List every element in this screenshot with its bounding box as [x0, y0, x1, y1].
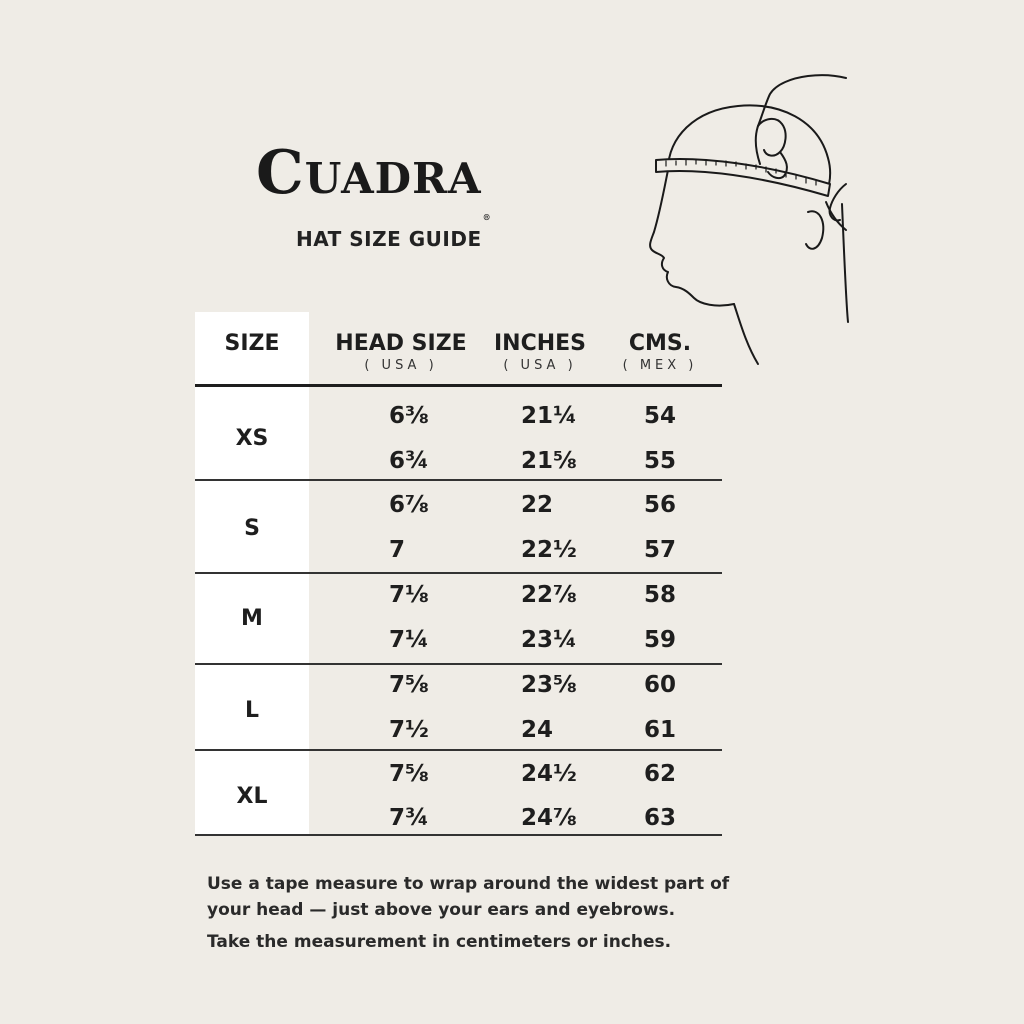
header-cms-unit: ( MEX ) — [622, 358, 698, 373]
brand-name: Cuadra — [256, 138, 482, 208]
head-size-cell: 6⅜ — [389, 403, 429, 429]
head-measuring-illustration — [640, 72, 850, 372]
size-label-m: M — [241, 606, 263, 631]
header-inches-unit: ( USA ) — [503, 358, 577, 373]
header-divider — [195, 384, 722, 387]
inches-cell: 23⅝ — [521, 672, 577, 698]
head-size-cell: 6¾ — [389, 448, 429, 474]
header-head-size-unit: ( USA ) — [364, 358, 438, 373]
cms-cell: 63 — [644, 805, 677, 831]
inches-cell: 23¼ — [521, 627, 577, 653]
head-size-cell: 7¼ — [389, 627, 429, 653]
brand-logo — [256, 138, 526, 222]
head-size-cell: 7 — [389, 537, 406, 563]
row-divider — [195, 663, 722, 665]
header-head-size: HEAD SIZE — [335, 331, 467, 356]
size-label-xl: XL — [236, 784, 268, 809]
cms-cell: 59 — [644, 627, 677, 653]
header-size: SIZE — [224, 331, 280, 356]
page-title: HAT SIZE GUIDE — [296, 227, 482, 251]
cms-cell: 55 — [644, 448, 677, 474]
head-size-cell: 6⅞ — [389, 492, 429, 518]
instruction-text: Use a tape measure to wrap around the widest part of your head — just above your ears and eyebrows. — [207, 874, 730, 920]
registered-mark: ® — [482, 212, 492, 222]
inches-cell: 21¼ — [521, 403, 577, 429]
inches-cell: 22⅞ — [521, 582, 577, 608]
inches-cell: 21⅝ — [521, 448, 577, 474]
size-label-s: S — [244, 516, 260, 541]
inches-cell: 24½ — [521, 761, 577, 787]
table-bottom-rule — [195, 834, 722, 836]
cms-cell: 61 — [644, 717, 677, 743]
row-divider — [195, 749, 722, 751]
header-cms: CMS. — [628, 331, 692, 356]
head-size-cell: 7¾ — [389, 805, 429, 831]
head-size-cell: 7⅛ — [389, 582, 429, 608]
cms-cell: 60 — [644, 672, 677, 698]
cms-cell: 56 — [644, 492, 677, 518]
instruction-text: Take the measurement in centimeters or inches. — [207, 932, 672, 952]
cms-cell: 54 — [644, 403, 677, 429]
size-label-l: L — [244, 698, 260, 723]
head-size-cell: 7⅝ — [389, 672, 429, 698]
head-size-cell: 7⅝ — [389, 761, 429, 787]
row-divider — [195, 479, 722, 481]
head-size-cell: 7½ — [389, 717, 429, 743]
inches-cell: 22 — [521, 492, 554, 518]
header-inches: INCHES — [493, 331, 587, 356]
inches-cell: 24⅞ — [521, 805, 577, 831]
cms-cell: 62 — [644, 761, 677, 787]
inches-cell: 22½ — [521, 537, 577, 563]
cms-cell: 57 — [644, 537, 677, 563]
cms-cell: 58 — [644, 582, 677, 608]
inches-cell: 24 — [521, 717, 554, 743]
size-label-xs: XS — [235, 426, 269, 451]
row-divider — [195, 572, 722, 574]
